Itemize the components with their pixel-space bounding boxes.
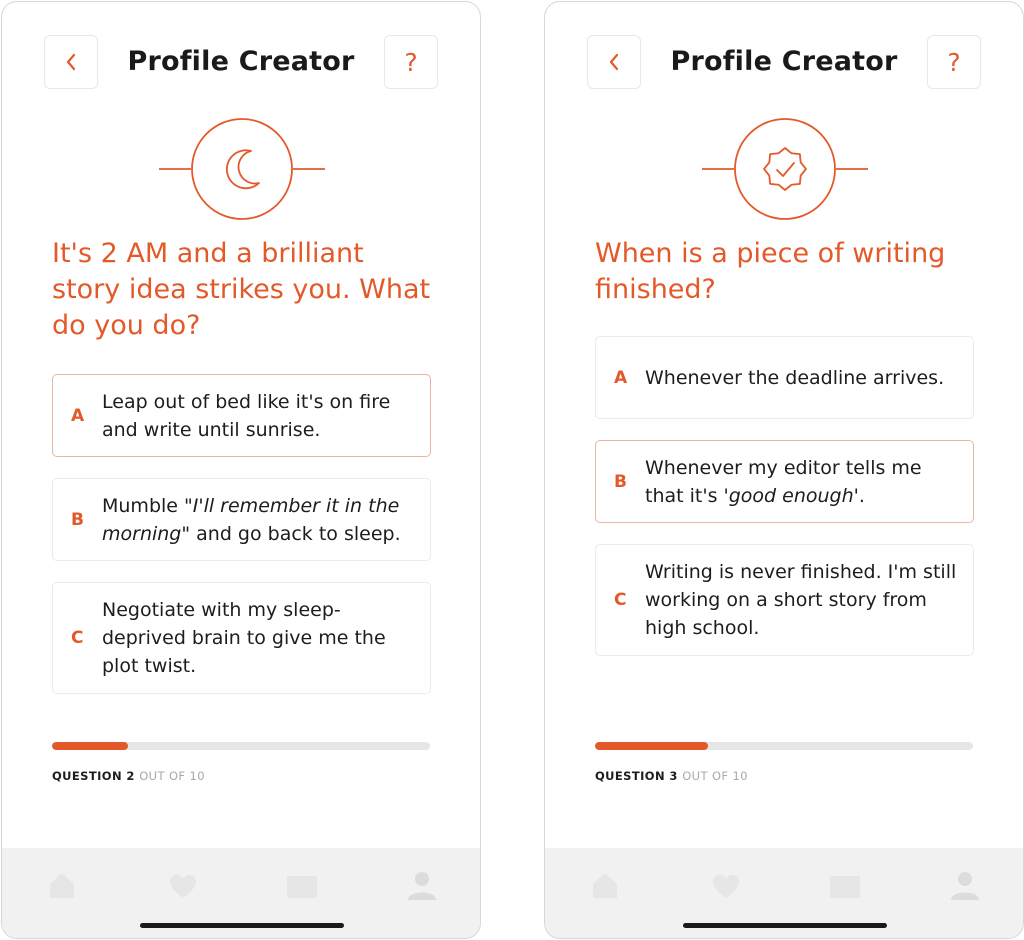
- tab-bar: [545, 848, 1023, 938]
- header: [587, 35, 981, 89]
- option-text: Negotiate with my sleep-deprived brain to give me the plot twist.: [102, 599, 386, 677]
- option-a[interactable]: [595, 336, 974, 419]
- profile-icon[interactable]: [404, 868, 440, 902]
- help-button[interactable]: ?: [384, 35, 438, 89]
- tab-bar: [2, 848, 480, 938]
- option-letter: B: [614, 471, 627, 492]
- option-letter: A: [71, 405, 85, 426]
- option-letter: B: [71, 509, 84, 530]
- option-letter: A: [614, 367, 628, 388]
- question-text: It's 2 AM and a brilliant story idea strikes you. What do you do?: [52, 238, 431, 341]
- option-letter: C: [614, 590, 627, 610]
- heart-icon[interactable]: [708, 868, 744, 902]
- option-b[interactable]: [595, 440, 974, 523]
- page-title: Profile Creator: [670, 46, 898, 77]
- option-text: Writing is never finished. I'm still working on a short story from high school.: [645, 561, 957, 639]
- option-letter: C: [71, 628, 84, 648]
- home-icon[interactable]: [44, 868, 80, 902]
- profile-icon[interactable]: [947, 868, 983, 902]
- progress-bar: [52, 742, 430, 750]
- home-indicator: [140, 923, 344, 928]
- option-b[interactable]: [52, 478, 431, 561]
- phone-screen-2: [544, 1, 1024, 939]
- help-button[interactable]: ?: [927, 35, 981, 89]
- option-text: Leap out of bed like it's on fire and write until sunrise.: [102, 390, 391, 441]
- moon-icon: [159, 117, 325, 222]
- home-indicator: [683, 923, 887, 928]
- progress-fill: [595, 742, 708, 750]
- option-text: Whenever the deadline arrives.: [645, 366, 945, 389]
- verified-badge-icon: [702, 117, 868, 222]
- option-a[interactable]: [52, 374, 431, 457]
- option-text: Mumble "I'll remember it in the morning" and go back to sleep.: [102, 494, 401, 545]
- option-text: Whenever my editor tells me that it's 'good enough'.: [645, 456, 922, 507]
- page-title: Profile Creator: [127, 46, 355, 77]
- header: [44, 35, 438, 89]
- option-c[interactable]: [52, 582, 431, 694]
- progress-bar: [595, 742, 973, 750]
- progress-label: QUESTION 3 OUT OF 10: [595, 769, 748, 783]
- phone-screen-1: [1, 1, 481, 939]
- progress-fill: [52, 742, 128, 750]
- progress-label: QUESTION 2 OUT OF 10: [52, 769, 205, 783]
- option-c[interactable]: [595, 544, 974, 656]
- folder-icon[interactable]: [284, 868, 320, 902]
- folder-icon[interactable]: [827, 868, 863, 902]
- home-icon[interactable]: [587, 868, 623, 902]
- question-text: When is a piece of writing finished?: [595, 238, 946, 305]
- heart-icon[interactable]: [165, 868, 201, 902]
